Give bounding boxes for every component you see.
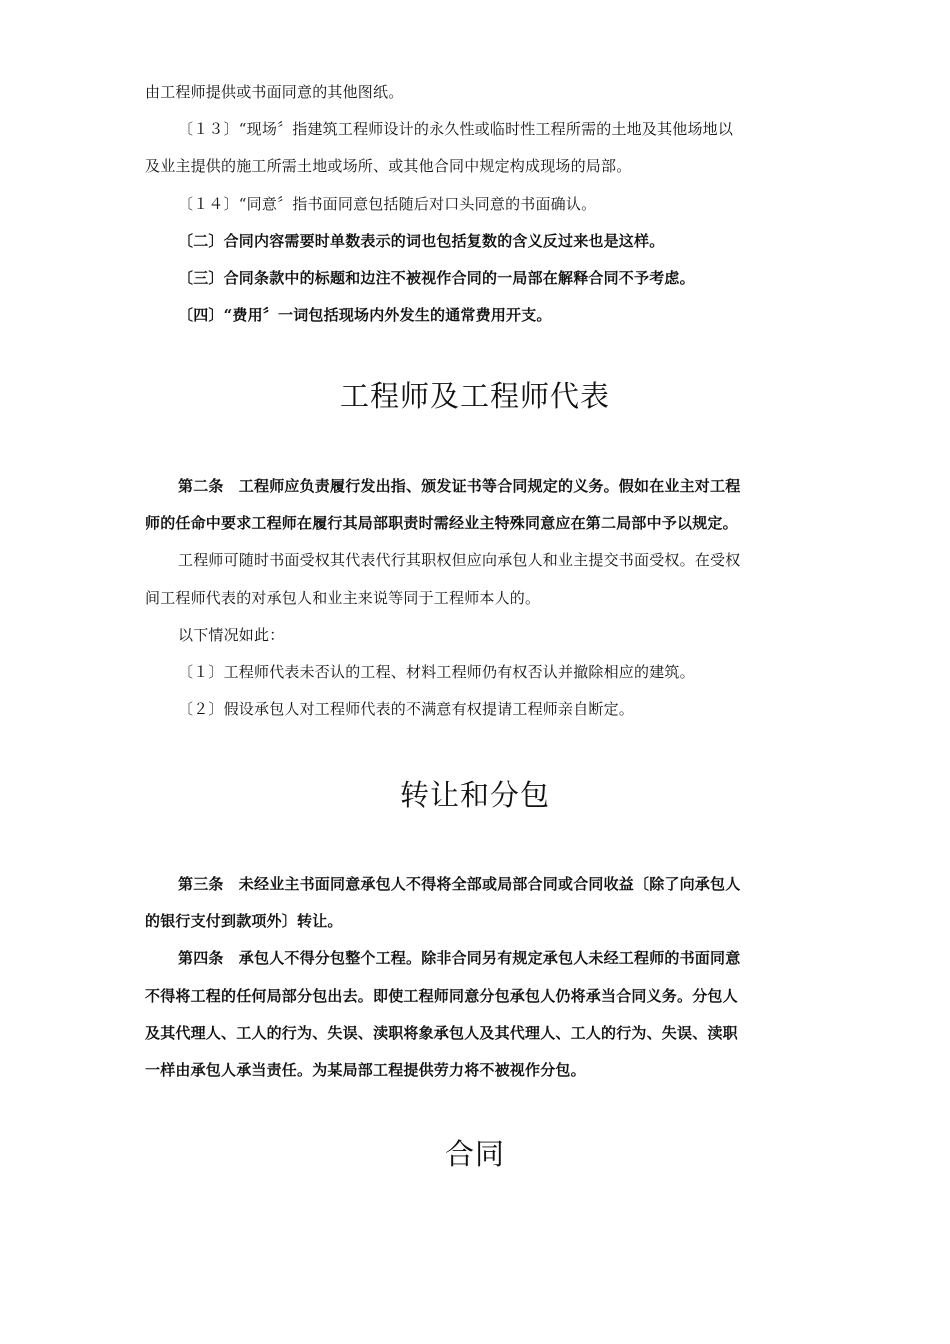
definition-14: 〔１４〕“同意〞指书面同意包括随后对口头同意的书面确认。 [178,195,597,213]
article-4-line-4: 一样由承包人承当责任。为某局部工程提供劳力将不被视作分包。 [145,1061,586,1079]
clause-3: 〔三〕合同条款中的标题和边注不被视作合同的一局部在解释合同不予考虑。 [178,269,695,287]
article-4-line-2: 不得将工程的任何局部分包出去。即使工程师同意分包承包人仍将承当合同义务。分包人 [145,987,738,1005]
section-heading-assignment: 转让和分包 [399,778,550,812]
delegation-paragraph-line-1: 工程师可随时书面受权其代表代行其职权但应向承包人和业主提交书面受权。在受权 [178,551,741,569]
following-cases-label: 以下情况如此： [178,626,285,644]
case-item-1: 〔１〕工程师代表未否认的工程、材料工程师仍有权否认并撤除相应的建筑。 [178,663,695,681]
clause-4: 〔四〕“费用〞一词包括现场内外发生的通常费用开支。 [178,306,552,324]
case-item-2: 〔２〕假设承包人对工程师代表的不满意有权提请工程师亲自断定。 [178,700,635,718]
section-heading-engineer: 工程师及工程师代表 [339,379,610,413]
article-2-line-2: 师的任命中要求工程师在履行其局部职责时需经业主特殊同意应在第二局部中予以规定。 [145,514,738,532]
clause-2: 〔二〕合同内容需要时单数表示的词也包括复数的含义反过来也是这样。 [178,232,665,250]
article-3-line-2: 的银行支付到款项外〕转让。 [145,912,343,930]
definition-13-line-1: 〔１３〕“现场〞指建筑工程师设计的永久性或临时性工程所需的土地及其他场地以 [178,120,734,138]
article-2-line-1: 第二条 工程师应负责履行发出指、颁发证书等合同规定的义务。假如在业主对工程 [178,477,741,495]
definition-13-line-2: 及业主提供的施工所需土地或场所、或其他合同中规定构成现场的局部。 [145,157,632,175]
article-4-line-1: 第四条 承包人不得分包整个工程。除非合同另有规定承包人未经工程师的书面同意 [178,949,741,967]
section-heading-contract: 合同 [444,1137,505,1171]
article-3-line-1: 第三条 未经业主书面同意承包人不得将全部或局部合同或合同收益〔除了向承包人 [178,875,741,893]
delegation-paragraph-line-2: 间工程师代表的对承包人和业主来说等同于工程师本人的。 [145,589,541,607]
article-4-line-3: 及其代理人、工人的行为、失误、渎职将象承包人及其代理人、工人的行为、失误、渎职 [145,1024,738,1042]
paragraph-line: 由工程师提供或书面同意的其他图纸。 [145,83,404,101]
